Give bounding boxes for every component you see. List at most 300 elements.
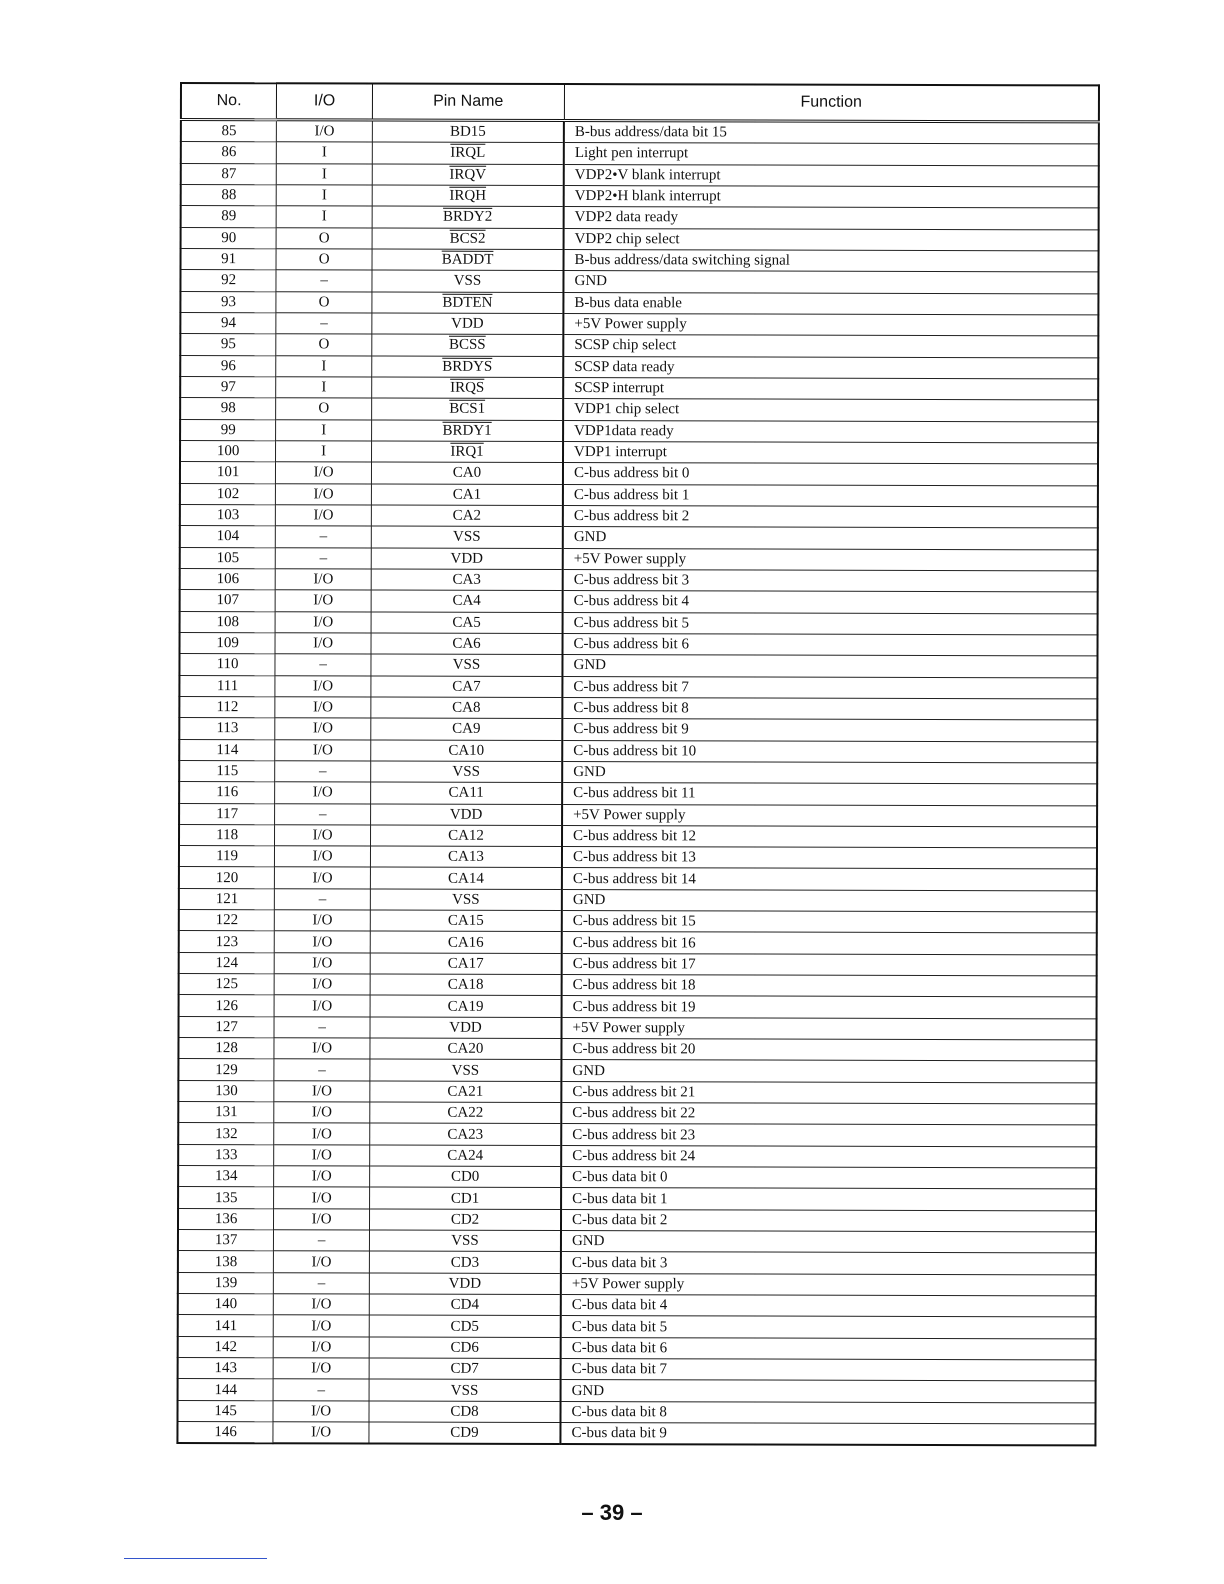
io-cell: – <box>275 889 371 911</box>
pin-name-cell: BADDT <box>372 249 564 271</box>
table-row <box>178 1379 1096 1403</box>
function-cell: VDP2 chip select <box>564 228 1099 251</box>
pin-name-cell: CA8 <box>371 697 563 719</box>
io-cell: – <box>274 1017 370 1039</box>
function-cell: C-bus address bit 6 <box>563 633 1098 656</box>
pin-name-cell: VSS <box>370 1059 562 1081</box>
table-row <box>181 248 1099 272</box>
io-cell: I <box>276 163 372 185</box>
io-cell: – <box>276 526 372 548</box>
pin-number-cell: 127 <box>178 1016 274 1038</box>
io-cell: I <box>276 377 372 399</box>
io-cell: I/O <box>274 931 370 953</box>
pin-number-cell: 128 <box>178 1038 274 1060</box>
pin-number-cell: 97 <box>180 376 276 398</box>
table-row <box>179 824 1097 848</box>
table-row <box>180 398 1098 422</box>
pin-name-cell: IRQH <box>372 185 564 207</box>
io-cell: I/O <box>276 483 372 505</box>
table-body <box>177 120 1098 1446</box>
io-cell: I/O <box>275 590 371 612</box>
pin-number-cell: 119 <box>179 846 275 868</box>
function-cell: +5V Power supply <box>563 548 1098 571</box>
table-row <box>179 739 1097 763</box>
pin-number-cell: 140 <box>178 1294 274 1316</box>
io-cell: I/O <box>274 974 370 996</box>
table-row <box>179 718 1097 742</box>
pin-number-cell: 131 <box>178 1102 274 1124</box>
pin-number-cell: 137 <box>178 1230 274 1252</box>
pin-number-cell: 108 <box>180 611 276 633</box>
pin-number-cell: 102 <box>180 483 276 505</box>
function-cell: GND <box>563 271 1098 294</box>
pin-name-cell: CD3 <box>369 1251 561 1273</box>
function-cell: GND <box>561 1231 1096 1254</box>
function-cell: GND <box>563 527 1098 550</box>
pin-number-cell: 87 <box>181 163 277 185</box>
table-row <box>180 526 1098 550</box>
pin-number-cell: 98 <box>180 398 276 420</box>
pin-name-cell: BD15 <box>372 120 564 143</box>
pin-name-cell: CA1 <box>371 484 563 506</box>
io-cell: I <box>276 419 372 441</box>
function-cell: C-bus address bit 9 <box>562 719 1097 742</box>
table-row <box>178 1251 1096 1275</box>
pin-number-cell: 85 <box>181 120 277 143</box>
pin-number-cell: 94 <box>180 312 276 334</box>
table-row <box>178 1272 1096 1296</box>
pin-name-cell: CA16 <box>370 931 562 953</box>
pin-name-cell: CA20 <box>370 1038 562 1060</box>
pin-name-cell: IRQS <box>372 377 564 399</box>
pin-number-cell: 146 <box>177 1422 273 1444</box>
pin-number-cell: 86 <box>181 142 277 164</box>
table-row <box>177 1400 1095 1424</box>
pin-number-cell: 126 <box>179 995 275 1017</box>
io-cell: I/O <box>273 1336 369 1358</box>
io-cell: I <box>276 441 372 463</box>
table-row <box>178 1208 1096 1232</box>
table-row <box>179 931 1097 955</box>
pin-name-cell: CD1 <box>370 1187 562 1209</box>
table-row <box>179 654 1097 678</box>
function-cell: C-bus data bit 9 <box>560 1423 1095 1446</box>
io-cell: I/O <box>274 1187 370 1209</box>
io-cell: I/O <box>273 1422 369 1444</box>
function-cell: B-bus data enable <box>563 292 1098 315</box>
function-cell: +5V Power supply <box>563 313 1098 336</box>
pin-name-cell: CA19 <box>370 995 562 1017</box>
table-row <box>179 888 1097 912</box>
pin-name-cell: CA23 <box>370 1123 562 1145</box>
pin-name-cell: VDD <box>371 804 563 826</box>
function-cell: C-bus address bit 10 <box>562 740 1097 763</box>
io-cell: I/O <box>277 120 373 143</box>
table-row <box>178 1230 1096 1254</box>
io-cell: I/O <box>273 1358 369 1380</box>
pin-number-cell: 136 <box>178 1208 274 1230</box>
pin-name-cell: IRQL <box>372 142 564 164</box>
pin-name-cell: BRDYS <box>372 356 564 378</box>
pin-number-cell: 95 <box>180 334 276 356</box>
pin-number-cell: 130 <box>178 1080 274 1102</box>
function-cell: C-bus address bit 21 <box>561 1081 1096 1104</box>
pin-number-cell: 121 <box>179 888 275 910</box>
pin-number-cell: 117 <box>179 803 275 825</box>
function-cell: GND <box>562 655 1097 678</box>
table-row <box>180 419 1098 443</box>
function-cell: GND <box>562 889 1097 912</box>
function-cell: C-bus data bit 5 <box>561 1316 1096 1339</box>
io-cell: I/O <box>274 1123 370 1145</box>
pin-number-cell: 112 <box>179 696 275 718</box>
pin-number-cell: 135 <box>178 1187 274 1209</box>
io-cell: – <box>274 1230 370 1252</box>
table-row <box>180 440 1098 464</box>
function-cell: VDP2•V blank interrupt <box>564 164 1099 187</box>
pin-name-cell: CA4 <box>371 590 563 612</box>
pin-number-cell: 100 <box>180 440 276 462</box>
function-cell: GND <box>562 761 1097 784</box>
pin-name-cell: CA15 <box>370 910 562 932</box>
function-cell: C-bus address bit 16 <box>562 932 1097 955</box>
pin-number-cell: 111 <box>179 675 275 697</box>
io-cell: – <box>276 313 372 335</box>
header-function: Function <box>564 84 1099 122</box>
page-number: – 39 – <box>581 1500 643 1525</box>
pin-number-cell: 142 <box>178 1336 274 1358</box>
pin-name-cell: BCS2 <box>372 228 564 250</box>
io-cell: I/O <box>274 1251 370 1273</box>
table-row <box>178 1336 1096 1360</box>
io-cell: O <box>276 227 372 249</box>
pin-number-cell: 88 <box>181 184 277 206</box>
pin-number-cell: 116 <box>179 782 275 804</box>
pin-name-cell: CD4 <box>369 1294 561 1316</box>
io-cell: I/O <box>275 697 371 719</box>
io-cell: I/O <box>275 675 371 697</box>
table-row <box>178 1016 1096 1040</box>
table-row <box>180 376 1098 400</box>
pin-number-cell: 107 <box>180 590 276 612</box>
function-cell: VDP2•H blank interrupt <box>564 185 1099 208</box>
io-cell: I/O <box>275 825 371 847</box>
io-cell: I/O <box>275 611 371 633</box>
table-row <box>178 1123 1096 1147</box>
table-row <box>179 867 1097 891</box>
pin-name-cell: CA5 <box>371 612 563 634</box>
io-cell: I/O <box>275 718 371 740</box>
table-row <box>181 184 1099 208</box>
io-cell: I <box>276 206 372 228</box>
function-cell: C-bus address bit 15 <box>562 911 1097 934</box>
pin-number-cell: 125 <box>179 974 275 996</box>
function-cell: +5V Power supply <box>562 804 1097 827</box>
function-cell: C-bus address bit 22 <box>561 1103 1096 1126</box>
pin-number-cell: 96 <box>180 355 276 377</box>
header-io: I/O <box>277 83 373 120</box>
pin-name-cell: CA2 <box>371 505 563 527</box>
io-cell: I/O <box>275 569 371 591</box>
pin-name-cell: IRQ1 <box>372 441 564 463</box>
pin-name-cell: CD6 <box>369 1337 561 1359</box>
function-cell: C-bus address bit 14 <box>562 868 1097 891</box>
pin-name-cell: BRDY2 <box>372 206 564 228</box>
io-cell: I/O <box>275 739 371 761</box>
pin-name-cell: CA12 <box>371 825 563 847</box>
pin-name-cell: BDTEN <box>372 292 564 314</box>
pin-name-cell: VDD <box>369 1273 561 1295</box>
function-cell: C-bus data bit 3 <box>561 1252 1096 1275</box>
io-cell: I/O <box>274 1208 370 1230</box>
pin-number-cell: 103 <box>180 504 276 526</box>
function-cell: C-bus data bit 4 <box>561 1295 1096 1318</box>
io-cell: – <box>274 1272 370 1294</box>
pin-number-cell: 101 <box>180 462 276 484</box>
table-row <box>179 846 1097 870</box>
io-cell: – <box>275 761 371 783</box>
table-row <box>180 355 1098 379</box>
pin-name-cell: CA11 <box>371 782 563 804</box>
footer-rule <box>124 1558 267 1559</box>
header-no: No. <box>181 83 277 120</box>
function-cell: GND <box>561 1060 1096 1083</box>
table-row <box>178 1102 1096 1126</box>
pin-name-cell: CA13 <box>370 846 562 868</box>
pin-name-cell: VSS <box>372 270 564 292</box>
function-cell: C-bus address bit 19 <box>562 996 1097 1019</box>
io-cell: – <box>273 1379 369 1401</box>
function-cell: C-bus address bit 18 <box>562 975 1097 998</box>
pin-number-cell: 129 <box>178 1059 274 1081</box>
table-row <box>181 163 1099 187</box>
table-row <box>179 910 1097 934</box>
pin-number-cell: 89 <box>181 206 277 228</box>
pin-name-cell: VDD <box>370 1017 562 1039</box>
function-cell: VDP1data ready <box>563 420 1098 443</box>
io-cell: I/O <box>275 846 371 868</box>
io-cell: I/O <box>273 1400 369 1422</box>
function-cell: B-bus address/data switching signal <box>564 249 1099 272</box>
function-cell: +5V Power supply <box>561 1273 1096 1296</box>
table-row <box>180 590 1098 614</box>
io-cell: I/O <box>275 867 371 889</box>
io-cell: I/O <box>275 782 371 804</box>
table-row <box>178 1080 1096 1104</box>
io-cell: – <box>274 1059 370 1081</box>
io-cell: O <box>276 334 372 356</box>
pin-name-cell: CA0 <box>371 462 563 484</box>
pin-number-cell: 104 <box>180 526 276 548</box>
io-cell: I/O <box>274 1102 370 1124</box>
table-row <box>179 760 1097 784</box>
table-row <box>181 120 1099 145</box>
function-cell: C-bus data bit 0 <box>561 1167 1096 1190</box>
pin-number-cell: 110 <box>179 654 275 676</box>
function-cell: C-bus address bit 4 <box>563 591 1098 614</box>
function-cell: GND <box>561 1380 1096 1403</box>
function-cell: C-bus data bit 8 <box>561 1401 1096 1424</box>
function-cell: C-bus data bit 1 <box>561 1188 1096 1211</box>
table-row <box>178 1315 1096 1339</box>
pin-name-cell: CA6 <box>371 633 563 655</box>
pin-number-cell: 120 <box>179 867 275 889</box>
pin-name-cell: CA24 <box>370 1145 562 1167</box>
function-cell: VDP2 data ready <box>564 207 1099 230</box>
io-cell: O <box>276 398 372 420</box>
function-cell: C-bus address bit 7 <box>562 676 1097 699</box>
pin-number-cell: 90 <box>181 227 277 249</box>
io-cell: I/O <box>274 995 370 1017</box>
function-cell: C-bus address bit 13 <box>562 847 1097 870</box>
pin-number-cell: 139 <box>178 1272 274 1294</box>
function-cell: SCSP interrupt <box>563 377 1098 400</box>
table-row <box>179 995 1097 1019</box>
io-cell: – <box>275 654 371 676</box>
pin-number-cell: 113 <box>179 718 275 740</box>
pin-number-cell: 133 <box>178 1144 274 1166</box>
pin-name-cell: CA7 <box>371 676 563 698</box>
pin-name-cell: CA17 <box>370 953 562 975</box>
pin-number-cell: 92 <box>180 270 276 292</box>
io-cell: – <box>275 547 371 569</box>
table-row <box>178 1166 1096 1190</box>
pin-name-cell: VSS <box>371 654 563 676</box>
table-row <box>181 206 1099 230</box>
table-row <box>178 1187 1096 1211</box>
pin-name-cell: CD9 <box>369 1422 561 1444</box>
table-row <box>180 462 1098 486</box>
pin-number-cell: 99 <box>180 419 276 441</box>
table-header <box>181 83 1099 122</box>
io-cell: I/O <box>274 1166 370 1188</box>
function-cell: C-bus address bit 2 <box>563 505 1098 528</box>
pin-number-cell: 141 <box>178 1315 274 1337</box>
table-row <box>181 142 1099 166</box>
pin-name-cell: CA21 <box>370 1081 562 1103</box>
pin-name-cell: VDD <box>372 313 564 335</box>
io-cell: I/O <box>275 633 371 655</box>
io-cell: I/O <box>274 1144 370 1166</box>
function-cell: VDP1 interrupt <box>563 441 1098 464</box>
io-cell: I/O <box>274 1038 370 1060</box>
table-row <box>179 974 1097 998</box>
pin-number-cell: 138 <box>178 1251 274 1273</box>
function-cell: C-bus address bit 12 <box>562 825 1097 848</box>
table-row <box>178 1038 1096 1062</box>
function-cell: +5V Power supply <box>562 1017 1097 1040</box>
table-row <box>179 696 1097 720</box>
function-cell: C-bus data bit 2 <box>561 1209 1096 1232</box>
pin-name-cell: VSS <box>369 1379 561 1401</box>
table-row <box>179 782 1097 806</box>
function-cell: C-bus data bit 7 <box>561 1359 1096 1382</box>
table-row <box>180 334 1098 358</box>
pin-name-cell: BCSS <box>372 334 564 356</box>
table-row <box>181 227 1099 251</box>
table-row <box>180 632 1098 656</box>
pin-number-cell: 118 <box>179 824 275 846</box>
table-row <box>180 312 1098 336</box>
function-cell: C-bus address bit 24 <box>561 1145 1096 1168</box>
pin-number-cell: 143 <box>178 1358 274 1380</box>
pin-number-cell: 114 <box>179 739 275 761</box>
pin-number-cell: 105 <box>180 547 276 569</box>
io-cell: – <box>275 803 371 825</box>
io-cell: I/O <box>276 462 372 484</box>
io-cell: I/O <box>274 953 370 975</box>
function-cell: C-bus address bit 17 <box>562 953 1097 976</box>
function-cell: C-bus address bit 3 <box>563 569 1098 592</box>
pin-number-cell: 115 <box>179 760 275 782</box>
pin-name-cell: CA18 <box>370 974 562 996</box>
io-cell: I/O <box>276 505 372 527</box>
pin-name-cell: CD0 <box>370 1166 562 1188</box>
pin-name-cell: VDD <box>371 548 563 570</box>
pin-name-cell: VSS <box>370 889 562 911</box>
io-cell: I/O <box>274 1081 370 1103</box>
pin-number-cell: 124 <box>179 952 275 974</box>
io-cell: I <box>276 355 372 377</box>
io-cell: I <box>276 185 372 207</box>
pin-name-cell: CA9 <box>371 718 563 740</box>
pin-name-cell: VSS <box>371 526 563 548</box>
table-row <box>180 611 1098 635</box>
table-row <box>177 1422 1095 1446</box>
pin-name-cell: VSS <box>371 761 563 783</box>
function-cell: VDP1 chip select <box>563 399 1098 422</box>
pin-name-cell: BCS1 <box>372 398 564 420</box>
header-row <box>181 83 1099 122</box>
pin-number-cell: 123 <box>179 931 275 953</box>
pin-function-table <box>176 82 1100 1447</box>
table-row <box>178 1358 1096 1382</box>
pin-name-cell: VSS <box>369 1230 561 1252</box>
pin-name-cell: CA22 <box>370 1102 562 1124</box>
function-cell: C-bus address bit 11 <box>562 783 1097 806</box>
function-cell: C-bus address bit 8 <box>562 697 1097 720</box>
pin-number-cell: 122 <box>179 910 275 932</box>
pin-number-cell: 134 <box>178 1166 274 1188</box>
function-cell: C-bus data bit 6 <box>561 1337 1096 1360</box>
io-cell: O <box>276 291 372 313</box>
pin-name-cell: CA3 <box>371 569 563 591</box>
pin-number-cell: 109 <box>180 632 276 654</box>
table-row <box>180 568 1098 592</box>
pin-name-cell: CD5 <box>369 1315 561 1337</box>
io-cell: I/O <box>273 1315 369 1337</box>
function-cell: C-bus address bit 1 <box>563 484 1098 507</box>
table-row <box>178 1294 1096 1318</box>
table-row <box>179 675 1097 699</box>
pin-number-cell: 106 <box>180 568 276 590</box>
function-cell: C-bus address bit 20 <box>561 1039 1096 1062</box>
pin-name-cell: CA14 <box>370 867 562 889</box>
table-row <box>178 1144 1096 1168</box>
io-cell: O <box>276 249 372 271</box>
function-cell: SCSP chip select <box>563 335 1098 358</box>
table-row <box>180 504 1098 528</box>
pin-number-cell: 93 <box>180 291 276 313</box>
pin-name-cell: CD7 <box>369 1358 561 1380</box>
io-cell: I/O <box>274 1294 370 1316</box>
function-cell: Light pen interrupt <box>564 143 1099 166</box>
function-cell: B-bus address/data bit 15 <box>564 121 1099 145</box>
pin-number-cell: 132 <box>178 1123 274 1145</box>
io-cell: I <box>277 142 373 164</box>
pin-name-cell: CA10 <box>371 740 563 762</box>
io-cell: – <box>276 270 372 292</box>
